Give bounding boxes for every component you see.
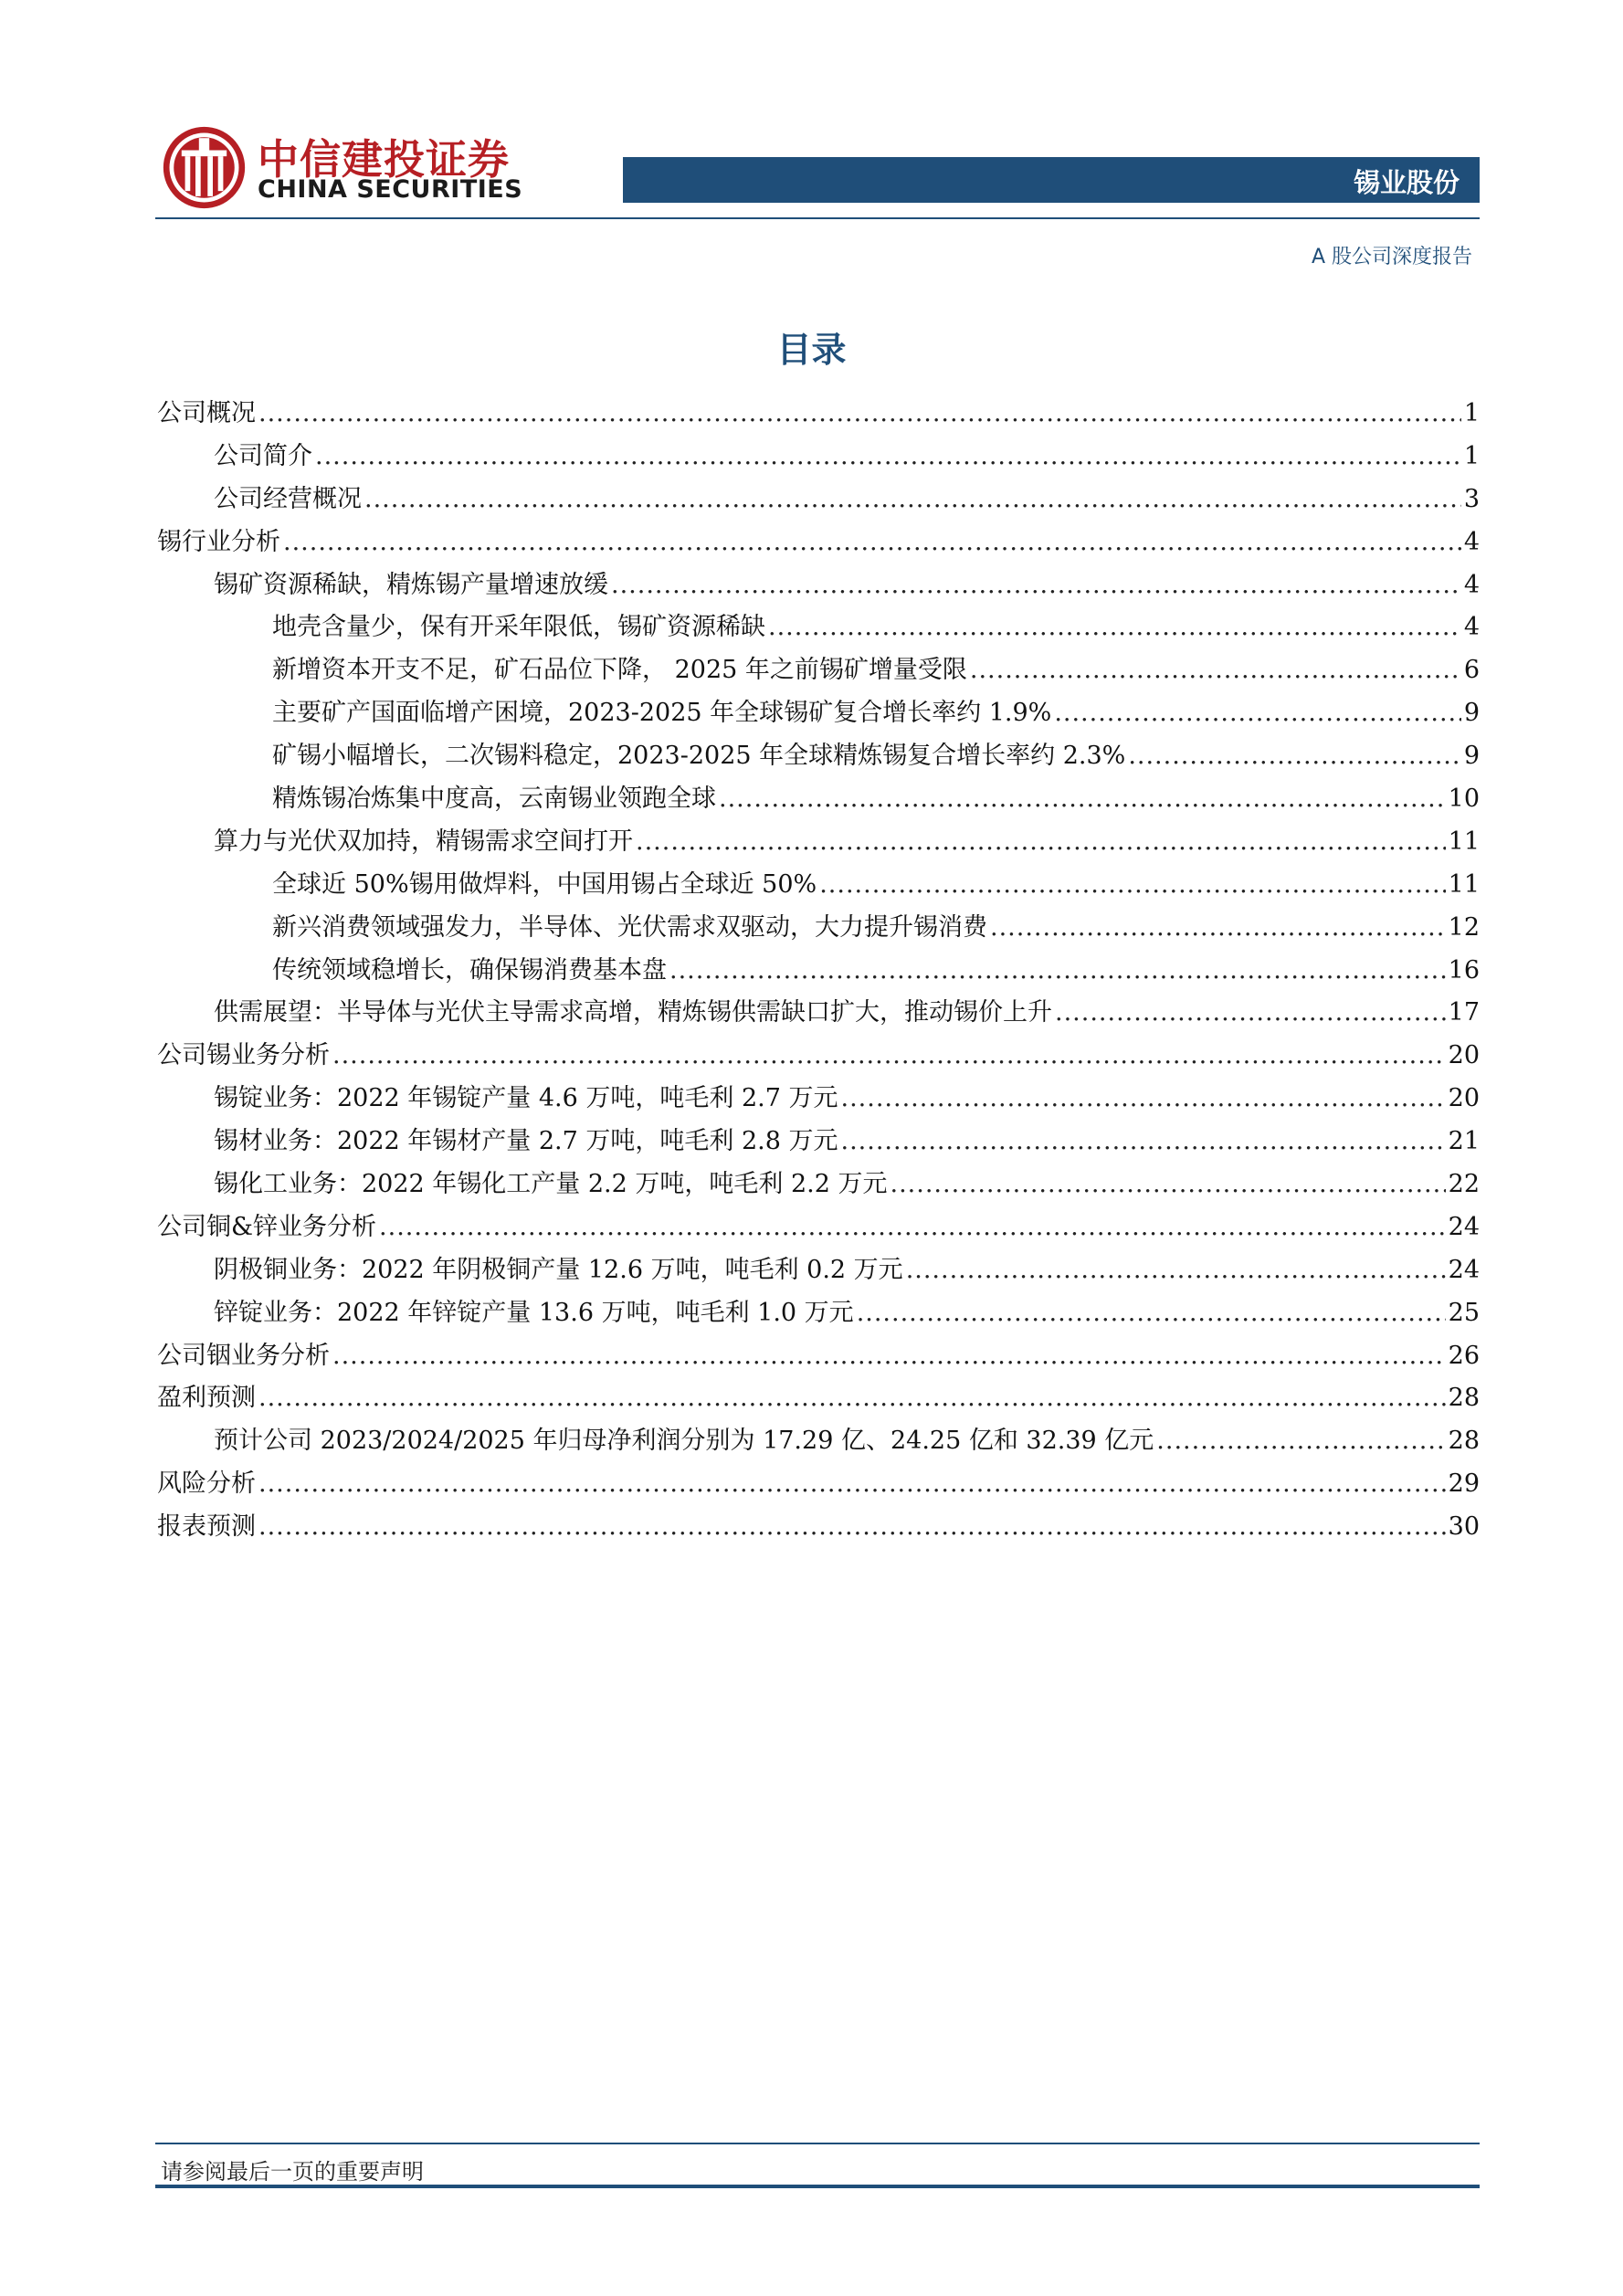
toc-leader-dots [906, 1249, 1446, 1292]
toc-entry-title: 公司铟业务分析 [157, 1341, 330, 1370]
toc-leader-dots [315, 436, 1461, 479]
toc-entry-title: 公司简介 [214, 441, 312, 470]
toc-entry[interactable] [157, 436, 1480, 479]
toc-entry[interactable] [157, 821, 1480, 864]
toc-entry-page: 17 [1448, 998, 1480, 1027]
toc-entry-page: 25 [1448, 1298, 1480, 1327]
toc-entry[interactable] [157, 1078, 1480, 1121]
toc-entry-title: 公司锡业务分析 [157, 1041, 330, 1070]
company-banner [623, 157, 1480, 203]
toc-entry-title: 全球近 50%锡用做焊料，中国用锡占全球近 50% [272, 869, 817, 899]
toc-entry-page: 9 [1463, 699, 1480, 728]
toc-entry-title: 锡行业分析 [157, 527, 280, 556]
toc-entry-title: 锡材业务：2022 年锡材产量 2.7 万吨，吨毛利 2.8 万元 [214, 1127, 838, 1156]
toc-entry-page: 21 [1448, 1127, 1480, 1156]
toc-entry-title: 盈利预测 [157, 1384, 256, 1413]
toc-entry-title: 主要矿产国面临增产困境，2023-2025 年全球锡矿复合增长率约 1.9% [272, 699, 1052, 728]
footer-divider-top [155, 2143, 1480, 2144]
toc-entry[interactable] [157, 692, 1480, 735]
toc-leader-dots [819, 864, 1445, 907]
toc-entry[interactable] [157, 649, 1480, 692]
toc-leader-dots [1054, 692, 1461, 735]
toc-entry-title: 风险分析 [157, 1469, 256, 1499]
toc-entry-page: 6 [1463, 656, 1480, 685]
toc-entry-title: 算力与光伏双加持，精锡需求空间打开 [214, 827, 633, 856]
toc-entry-title: 精炼锡冶炼集中度高，云南锡业领跑全球 [272, 785, 716, 814]
toc-entry-page: 1 [1463, 441, 1480, 470]
toc-entry-page: 10 [1448, 785, 1480, 814]
toc-entry-page: 4 [1463, 570, 1480, 599]
toc-entry-title: 公司经营概况 [214, 484, 362, 513]
toc-leader-dots [857, 1292, 1446, 1335]
company-name: 锡业股份 [1353, 167, 1460, 198]
toc-entry-page: 20 [1448, 1041, 1480, 1070]
toc-entry-page: 20 [1448, 1084, 1480, 1113]
toc-leader-dots [636, 821, 1446, 864]
toc-leader-dots [258, 393, 1461, 436]
brand-name-en: CHINA SECURITIES [258, 175, 523, 204]
toc-leader-dots [332, 1035, 1446, 1078]
toc-leader-dots [990, 907, 1446, 950]
toc-leader-dots [332, 1335, 1446, 1378]
toc-entry[interactable] [157, 1164, 1480, 1206]
header-divider [155, 217, 1480, 219]
toc-entry-title: 供需展望：半导体与光伏主导需求高增，精炼锡供需缺口扩大，推动锡价上升 [214, 998, 1052, 1027]
toc-entry[interactable] [157, 778, 1480, 821]
toc-entry[interactable] [157, 735, 1480, 778]
toc-entry-title: 锡锭业务：2022 年锡锭产量 4.6 万吨，吨毛利 2.7 万元 [214, 1084, 838, 1113]
toc-entry[interactable] [157, 1035, 1480, 1078]
toc-leader-dots [611, 564, 1461, 607]
toc-entry-page: 9 [1463, 742, 1480, 771]
toc-entry-page: 4 [1463, 527, 1480, 556]
toc-leader-dots [283, 521, 1461, 564]
toc-leader-dots [258, 1506, 1446, 1549]
toc-leader-dots [669, 950, 1446, 993]
toc-entry[interactable] [157, 1420, 1480, 1463]
toc-entry-page: 30 [1448, 1512, 1480, 1542]
toc-entry[interactable] [157, 992, 1480, 1035]
toc-entry[interactable] [157, 1506, 1480, 1549]
toc-entry-page: 4 [1463, 613, 1480, 642]
toc-leader-dots [258, 1463, 1446, 1506]
toc-leader-dots [841, 1078, 1446, 1121]
toc-entry-title: 锡化工业务：2022 年锡化工产量 2.2 万吨，吨毛利 2.2 万元 [214, 1170, 888, 1199]
toc-entry-page: 28 [1448, 1427, 1480, 1456]
toc-entry-title: 锌锭业务：2022 年锌锭产量 13.6 万吨，吨毛利 1.0 万元 [214, 1298, 854, 1327]
toc-leader-dots [1128, 735, 1461, 778]
toc-leader-dots [258, 1377, 1446, 1420]
toc-entry-title: 地壳含量少，保有开采年限低，锡矿资源稀缺 [272, 613, 765, 642]
toc-entry-title: 传统领域稳增长，确保锡消费基本盘 [272, 955, 667, 985]
toc-entry-page: 3 [1463, 484, 1480, 513]
report-type: A 股公司深度报告 [1311, 246, 1472, 269]
toc-entry-page: 24 [1448, 1212, 1480, 1241]
toc-leader-dots [1055, 992, 1446, 1035]
toc-entry-page: 12 [1448, 912, 1480, 942]
toc-entry-page: 1 [1463, 399, 1480, 427]
toc-entry-title: 锡矿资源稀缺，精炼锡产量增速放缓 [214, 570, 608, 599]
toc-entry[interactable] [157, 1206, 1480, 1249]
toc-entry[interactable] [157, 950, 1480, 993]
toc-entry-title: 公司概况 [157, 399, 256, 427]
toc-entry[interactable] [157, 606, 1480, 649]
toc-entry[interactable] [157, 564, 1480, 607]
toc-entry-title: 新增资本开支不足，矿石品位下降， 2025 年之前锡矿增量受限 [272, 656, 967, 685]
toc-entry[interactable] [157, 1335, 1480, 1378]
toc-entry-page: 26 [1448, 1341, 1480, 1370]
toc-entry[interactable] [157, 1121, 1480, 1164]
toc-leader-dots [841, 1121, 1446, 1164]
toc-entry-title: 矿锡小幅增长，二次锡料稳定，2023-2025 年全球精炼锡复合增长率约 2.3% [272, 742, 1126, 771]
toc-leader-dots [1156, 1420, 1445, 1463]
toc-entry-title: 报表预测 [157, 1512, 256, 1542]
toc-entry-page: 29 [1448, 1469, 1480, 1499]
toc-leader-dots [719, 778, 1446, 821]
toc-title: 目录 [776, 330, 847, 370]
toc-entry[interactable] [157, 864, 1480, 907]
toc-entry-page: 16 [1448, 955, 1480, 985]
footer-divider-bottom [155, 2185, 1480, 2188]
toc-entry-title: 阴极铜业务：2022 年阴极铜产量 12.6 万吨，吨毛利 0.2 万元 [214, 1255, 903, 1284]
toc-leader-dots [364, 479, 1461, 521]
brand-name-cn: 中信建投证券 [258, 135, 511, 184]
toc-entry[interactable] [157, 479, 1480, 521]
toc-leader-dots [891, 1164, 1446, 1206]
toc-entry-page: 11 [1448, 869, 1480, 899]
toc-entry-page: 11 [1448, 827, 1480, 856]
china-securities-logo-icon [161, 124, 248, 211]
toc-entry-title: 公司铜&锌业务分析 [157, 1212, 377, 1241]
toc-entry[interactable] [157, 1377, 1480, 1420]
toc-leader-dots [970, 649, 1461, 692]
footer-disclaimer: 请参阅最后一页的重要声明 [161, 2159, 424, 2185]
toc-entry[interactable] [157, 521, 1480, 564]
toc-leader-dots [379, 1206, 1446, 1249]
toc-entry[interactable] [157, 1463, 1480, 1506]
toc-entry-page: 22 [1448, 1170, 1480, 1199]
table-of-contents [157, 393, 1480, 1549]
toc-entry[interactable] [157, 1292, 1480, 1335]
toc-entry-page: 28 [1448, 1384, 1480, 1413]
toc-entry-title: 预计公司 2023/2024/2025 年归母净利润分别为 17.29 亿、24.25 亿和 32.39 亿元 [214, 1427, 1154, 1456]
toc-entry-title: 新兴消费领域强发力，半导体、光伏需求双驱动，大力提升锡消费 [272, 912, 987, 942]
toc-leader-dots [768, 606, 1461, 649]
toc-entry[interactable] [157, 907, 1480, 950]
toc-entry[interactable] [157, 1249, 1480, 1292]
toc-entry-page: 24 [1448, 1255, 1480, 1284]
toc-entry[interactable] [157, 393, 1480, 436]
